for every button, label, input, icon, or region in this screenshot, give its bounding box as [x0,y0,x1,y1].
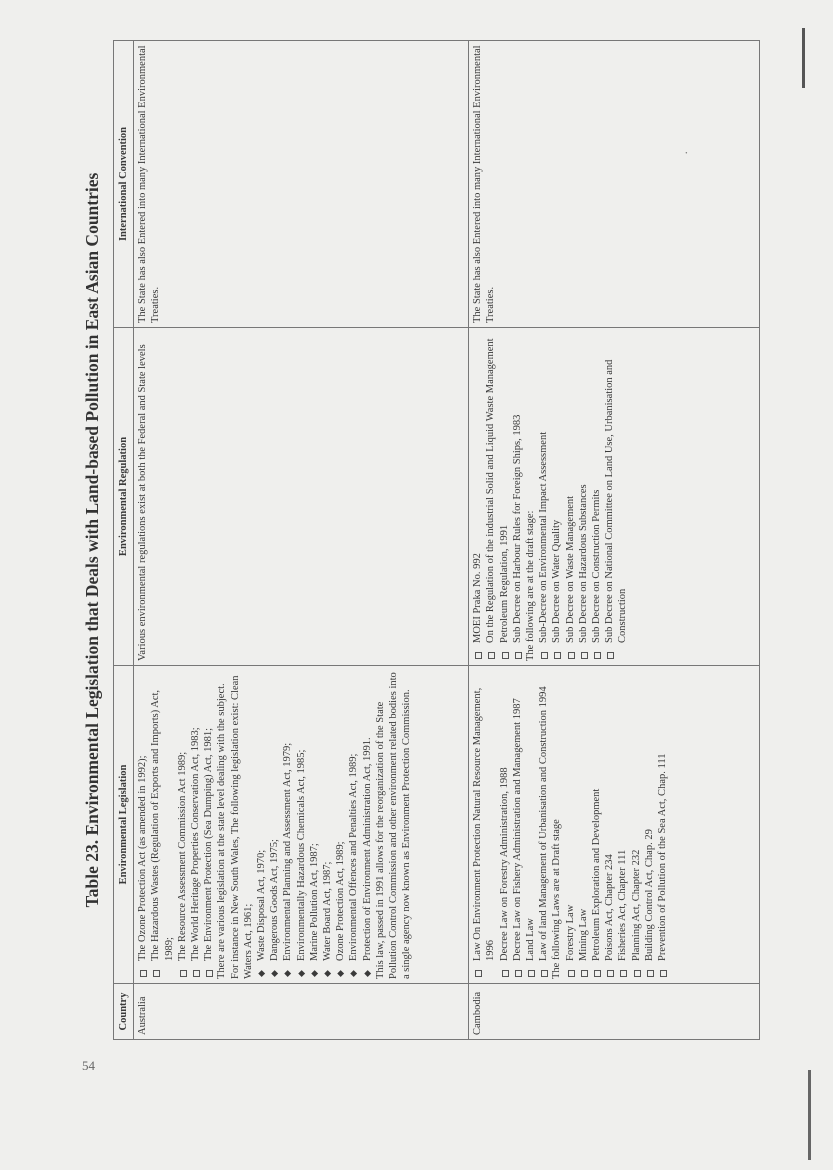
diamond-bullet-icon: ◆ [335,970,346,977]
legislation-intro: There are various legislation at the state level dealing with the subject. For instance in New South Wales, The following legislation exist: Clean Waters Act, 1961; [216,675,254,979]
list-item [524,670,537,979]
list-item [202,670,215,979]
list-item-text: The World Heritage Properties Conservation Act, 1983; [190,727,202,961]
list-item-text: Sub Decree on National Committee on Land Use, Urbanisation and Construction [604,359,629,643]
legislation-table [113,40,760,1040]
cell-convention: The State has also Entered into many International Environmental Treaties. [469,41,760,328]
list-item [308,670,321,979]
list-item-text: Sub Decree on Construction Permits [591,489,603,643]
list-item [189,670,202,979]
list-item [321,670,334,979]
diamond-bullet-icon: ◆ [348,970,359,977]
list-item [616,670,629,979]
box-bullet-icon [202,970,217,977]
list-item-text: Law On Environment Protection Natural Resource Management, 1996 [472,687,497,961]
list-item [361,670,374,979]
box-bullet-icon [603,652,618,659]
table-title: Table 23. Environmental Legislation that Deals with Land-based Pollution in East Asian Countries [82,172,102,908]
list-item [630,670,643,979]
header-legislation: Environmental Legislation [114,666,134,984]
list-item [347,670,360,979]
list-item [268,670,281,979]
list-item-text: Sub Decree on Water Quality [551,519,563,643]
list-item-text: Sub-Decree on Environmental Impact Assessment [538,431,550,643]
list-item [295,670,308,979]
list-item-text: Sub Decree on Harbour Rules for Foreign Ships, 1983 [511,414,523,643]
list-item-text: Dangerous Goods Act, 1975; [269,839,281,961]
scan-edge-mark [802,28,805,88]
header-regulation: Environmental Regulation [114,328,134,666]
draft-list [564,670,670,979]
list-item [603,670,616,979]
diamond-bullet-icon: ◆ [308,970,319,977]
list-item-text: Petroleum Exploration and Development [591,788,603,961]
cell-country: Australia [134,984,469,1040]
table-row-cambodia [469,41,760,1040]
diamond-bullet-icon: ◆ [282,970,293,977]
list-item [498,670,511,979]
list-item-text: Water Board Act, 1987; [322,861,334,961]
list-item-text: Sub Decree on Waste Management [564,495,576,643]
cell-regulation [469,328,760,666]
list-item [550,332,563,661]
draft-list [537,332,629,661]
list-item [590,332,603,661]
list-item [537,332,550,661]
list-item-text: Environmental Planning and Assessment Act, 1979; [282,742,294,961]
list-item [511,670,524,979]
legislation-note: This law, passed in 1991 allows for the reorganization of the State Pollution Control Commission and other environment related bodies into a single agency now known as Environment Protection Commission. [374,672,413,979]
cell-legislation [134,666,469,984]
cell-country: Cambodia [469,984,760,1040]
scan-speck: ˙ [684,150,689,165]
list-item [471,670,497,979]
list-item-text: Ozone Protection Act, 1989; [335,841,347,961]
list-item-text: Mining Law [577,908,589,961]
list-item [656,670,669,979]
list-item [484,332,497,661]
diamond-bullet-icon: ◆ [361,970,372,977]
diamond-bullet-icon: ◆ [269,970,280,977]
list-item-text: MOEI Praka No. 992 [472,553,484,643]
boxed-list [136,670,215,979]
diamond-bullet-icon: ◆ [322,970,333,977]
list-item-text: Waste Disposal Act, 1970; [256,849,268,961]
list-item-text: Environmentally Hazardous Chemicals Act, 1985; [295,749,307,961]
list-item [643,670,656,979]
list-item [590,670,603,979]
list-item [564,332,577,661]
header-row [114,41,134,1040]
boxed-list [471,670,550,979]
box-bullet-icon [537,970,552,977]
list-item-text: Marine Pollution Act, 1987; [308,843,320,961]
list-item [149,670,175,979]
list-item-text: The Environment Protection (Sea Dumping) Act, 1981; [203,728,215,961]
list-item-text: Fisheries Act, Chapter 111 [617,849,629,961]
cell-regulation: Various environmental regulations exist at both the Federal and State levels [134,328,469,666]
list-item [255,670,268,979]
scan-edge-mark-bottom [808,1070,811,1160]
list-item-text: Forestry Law [564,904,576,961]
list-item-text: Decree Law on Forestry Administration, 1988 [498,767,510,961]
list-item [537,670,550,979]
list-item-text: Poisons Act, Chapter 234 [604,854,616,961]
list-item [176,670,189,979]
list-item [564,670,577,979]
draft-intro: The following Laws are at Draft stage [551,819,563,979]
box-bullet-icon [656,970,671,977]
list-item [577,332,590,661]
diamond-bullet-icon: ◆ [295,970,306,977]
box-bullet-icon [511,652,526,659]
list-item-text: On the Regulation of the industrial Solid and Liquid Waste Management [485,338,497,643]
list-item [511,332,524,661]
cell-convention: The State has also Entered into many International Environmental Treaties. [134,41,469,328]
list-item [281,670,294,979]
list-item-text: The Resource Assessment Commission Act 1989; [176,751,188,961]
boxed-list [471,332,524,661]
box-bullet-icon [149,970,164,977]
page-number: 54 [82,1058,95,1073]
list-item-text: The Ozone Protection Act (as amended in 1992); [137,755,149,961]
list-item [471,332,484,661]
draft-intro: The following are at the draft stage: [525,510,537,661]
table-row-australia [134,41,469,1040]
list-item-text: The Hazardous Wastes (Regulation of Exports and Imports) Act, 1989; [150,689,175,961]
list-item [603,332,629,661]
list-item-text: Prevention of Pollution of the Sea Act, Chap. 111 [657,753,669,961]
list-item-text: Law of land Management of Urbanisation and Construction 1994 [538,686,550,961]
cell-legislation [469,666,760,984]
list-item-text: Petroleum Regulation, 1991 [498,524,510,643]
list-item-text: Sub Decree on Hazardous Substances [577,484,589,643]
header-country: Country [114,984,134,1040]
list-item-text: Building Control Act, Chap. 29 [643,829,655,961]
list-item-text: Planning Act, Chapter 232 [630,849,642,961]
list-item-text: Protection of Environment Administration Act, 1991. [361,737,373,961]
list-item [136,670,149,979]
rotated-table-block [80,40,720,1040]
list-item [498,332,511,661]
list-item-text: Decree Law on Fishery Administration and Management 1987 [511,698,523,961]
diamond-bullet-icon: ◆ [256,970,267,977]
list-item [577,670,590,979]
list-item-text: Environmental Offences and Penalties Act, 1989; [348,753,360,961]
header-convention: International Convention [114,41,134,328]
list-item [334,670,347,979]
list-item-text: Land Law [525,918,537,961]
diamond-list [255,670,374,979]
box-bullet-icon [471,970,486,977]
